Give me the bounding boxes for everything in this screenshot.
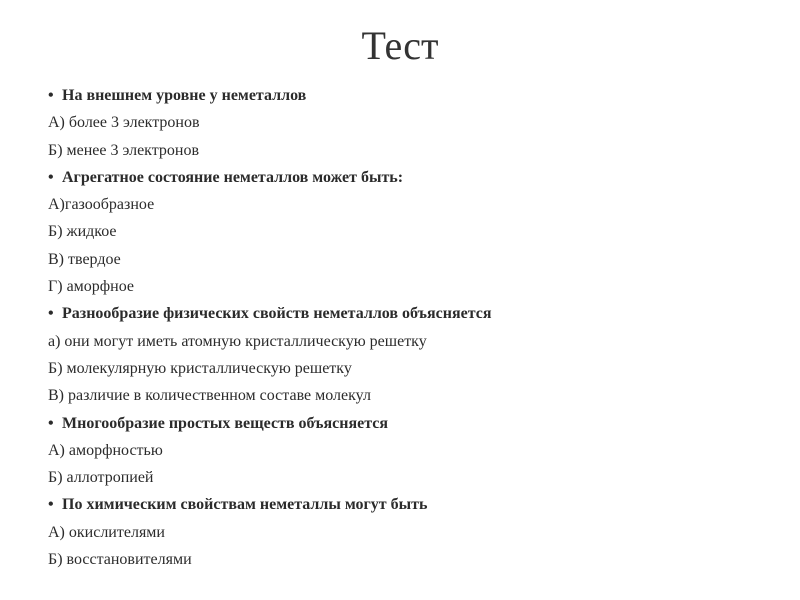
answer-line — [48, 355, 768, 382]
question-text: На внешнем уровне у неметаллов — [62, 87, 307, 104]
question-text: Многообразие простых веществ объясняется — [62, 414, 389, 432]
question-line — [48, 164, 768, 191]
answer-text: А) окислителями — [48, 523, 165, 541]
answer-line — [48, 109, 768, 136]
bullet-icon: • — [48, 87, 54, 104]
answer-line — [48, 218, 768, 245]
question-line — [48, 300, 768, 327]
answer-line — [48, 246, 768, 273]
question-text: Агрегатное состояние неметаллов может быть: — [62, 168, 404, 186]
answer-line — [48, 437, 768, 464]
answer-text: А) аморфностью — [48, 441, 163, 459]
slide-title: Тест — [361, 23, 439, 68]
answer-text: Б) менее 3 электронов — [48, 141, 200, 159]
answer-line — [48, 273, 768, 300]
answer-text: Б) аллотропией — [48, 469, 154, 487]
answer-text: Г) аморфное — [48, 278, 135, 296]
answer-line — [48, 137, 768, 164]
answer-text: В) твердое — [48, 250, 121, 268]
question-line — [48, 82, 768, 109]
answer-text: Б) восстановителями — [48, 551, 192, 569]
bullet-icon: • — [48, 168, 54, 186]
bullet-icon: • — [48, 305, 54, 323]
answer-line — [48, 519, 768, 546]
answer-text: Б) жидкое — [48, 223, 117, 241]
answer-text: В) различие в количественном составе молекул — [48, 387, 371, 405]
question-line — [48, 410, 768, 437]
answer-line — [48, 464, 768, 491]
answer-line — [48, 546, 768, 573]
bullet-icon: • — [48, 496, 54, 514]
bullet-icon: • — [48, 414, 54, 432]
answer-text: а) они могут иметь атомную кристаллическую решетку — [48, 332, 427, 350]
answer-line — [48, 328, 768, 355]
question-line — [48, 491, 768, 518]
question-text: Разнообразие физических свойств неметаллов объясняется — [62, 305, 492, 323]
answer-line — [48, 382, 768, 409]
answer-text: Б) молекулярную кристаллическую решетку — [48, 359, 352, 377]
slide-content — [48, 82, 768, 573]
answer-line — [48, 191, 768, 218]
answer-text: А)газообразное — [48, 196, 155, 214]
answer-text: А) более 3 электронов — [48, 114, 200, 132]
question-text: По химическим свойствам неметаллы могут быть — [62, 496, 428, 514]
